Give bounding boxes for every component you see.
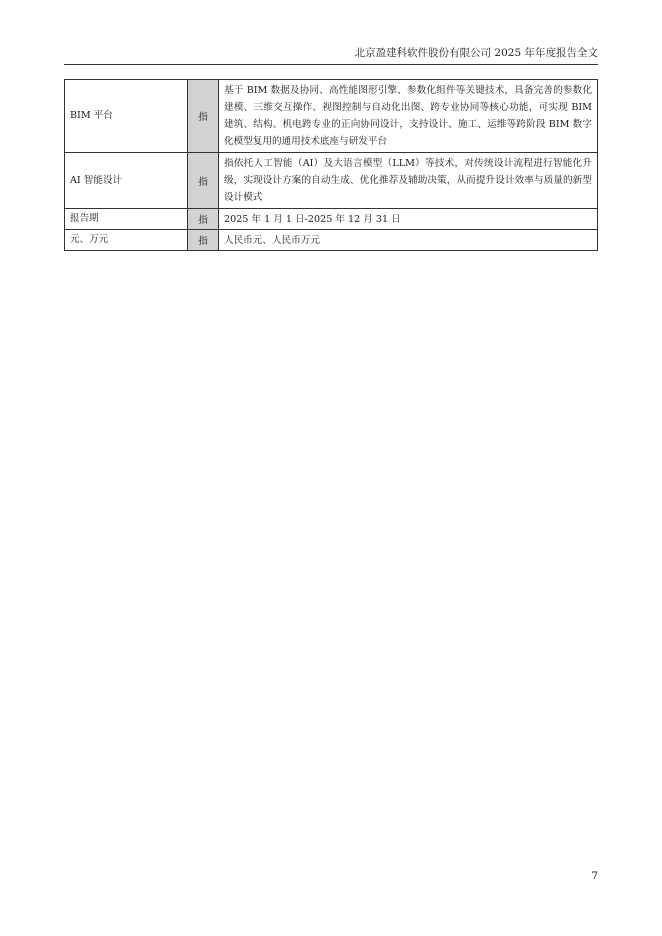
definitions-table xyxy=(64,79,598,251)
marker-cell: 指 xyxy=(188,80,219,153)
meaning-cell: 基于 BIM 数据及协同、高性能图形引擎、参数化组件等关键技术，具备完善的参数化建模、三维交互操作、视图控制与自动化出图、跨专业协同等核心功能，可实现 BIM 建筑、结构、机电跨专业的正向协同设计，支持设计、施工、运维等跨阶段 BIM 数字化模型复用的通用技术底座与研发平台 xyxy=(219,80,598,153)
meaning-cell: 指依托人工智能（AI）及大语言模型（LLM）等技术，对传统设计流程进行智能化升级，实现设计方案的自动生成、优化推荐及辅助决策，从而提升设计效率与质量的新型设计模式 xyxy=(219,153,598,209)
table-row xyxy=(65,209,598,230)
meaning-cell: 人民币元、人民币万元 xyxy=(219,230,598,251)
term-cell: 报告期 xyxy=(65,209,188,230)
marker-cell: 指 xyxy=(188,209,219,230)
marker-cell: 指 xyxy=(188,153,219,209)
page-number: 7 xyxy=(591,870,598,882)
table-row xyxy=(65,80,598,153)
page-header: 北京盈建科软件股份有限公司 2025 年年度报告全文 xyxy=(354,47,598,59)
marker-cell: 指 xyxy=(188,230,219,251)
term-cell: AI 智能设计 xyxy=(65,153,188,209)
header-divider xyxy=(64,64,598,65)
table-row xyxy=(65,230,598,251)
term-cell: BIM 平台 xyxy=(65,80,188,153)
meaning-cell: 2025 年 1 月 1 日-2025 年 12 月 31 日 xyxy=(219,209,598,230)
table-row xyxy=(65,153,598,209)
term-cell: 元、万元 xyxy=(65,230,188,251)
